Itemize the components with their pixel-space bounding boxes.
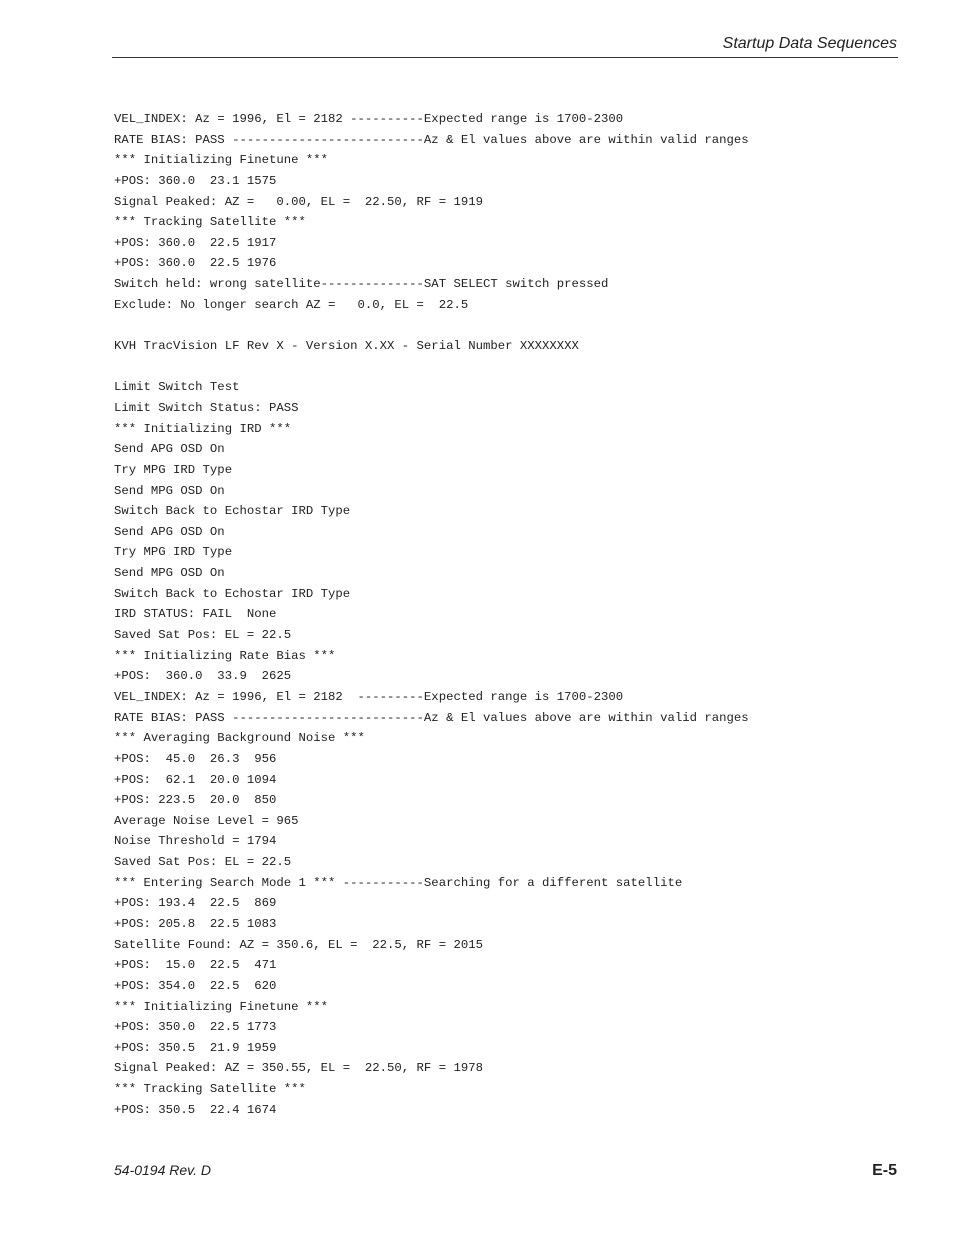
listing-line: Signal Peaked: AZ = 350.55, EL = 22.50, RF = 1978: [114, 1061, 483, 1076]
listing-line: Try MPG IRD Type: [114, 462, 233, 477]
listing-line: +POS: 360.0 22.5 1976: [114, 256, 277, 271]
listing-line: VEL_INDEX: Az = 1996, El = 2182 ----------Expected range is 1700-2300: [114, 112, 624, 126]
listing-line: Satellite Found: AZ = 350.6, EL = 22.5, RF = 2015: [114, 937, 483, 952]
listing-line: *** Averaging Background Noise ***: [114, 731, 365, 746]
listing-line: +POS: 360.0 33.9 2625: [114, 669, 292, 684]
listing-line: +POS: 205.8 22.5 1083: [114, 916, 277, 931]
listing-line: Switch Back to Echostar IRD Type: [114, 504, 351, 519]
listing-line: *** Entering Search Mode 1 *** -----------Searching for a different satellite: [114, 875, 683, 890]
listing-line: +POS: 350.5 22.4 1674: [114, 1102, 277, 1117]
listing-line: *** Initializing Finetune ***: [114, 999, 329, 1014]
header-rule: [112, 57, 898, 58]
listing-line: Saved Sat Pos: EL = 22.5: [114, 628, 292, 643]
blank-line: [114, 357, 894, 378]
listing-line: RATE BIAS: PASS --------------------------Az & El values above are within valid ranges: [114, 710, 749, 725]
listing-line: RATE BIAS: PASS --------------------------Az & El values above are within valid ranges: [114, 132, 749, 147]
listing-line: +POS: 45.0 26.3 956: [114, 751, 277, 766]
listing-line: KVH TracVision LF Rev X - Version X.XX - Serial Number XXXXXXXX: [114, 339, 579, 354]
listing-line: *** Initializing IRD ***: [114, 421, 292, 436]
listing-line: Exclude: No longer search AZ = 0.0, EL = 22.5: [114, 297, 469, 312]
listing-line: Send MPG OSD On: [114, 483, 225, 498]
page-number: E-5: [872, 1162, 897, 1179]
listing-line: Signal Peaked: AZ = 0.00, EL = 22.50, RF = 1919: [114, 194, 483, 209]
listing-line: *** Initializing Finetune ***: [114, 153, 329, 168]
listing-line: +POS: 354.0 22.5 620: [114, 978, 277, 993]
listing-line: Saved Sat Pos: EL = 22.5: [114, 855, 292, 870]
listing-line: Send APG OSD On: [114, 442, 225, 457]
listing-line: *** Initializing Rate Bias ***: [114, 648, 336, 663]
listing-line: Switch Back to Echostar IRD Type: [114, 586, 351, 601]
listing-line: *** Tracking Satellite ***: [114, 215, 306, 230]
listing-line: Switch held: wrong satellite--------------SAT SELECT switch pressed: [114, 277, 609, 292]
listing-line: *** Tracking Satellite ***: [114, 1082, 306, 1097]
listing-line: Limit Switch Test: [114, 380, 240, 395]
listing-line: +POS: 360.0 22.5 1917: [114, 235, 277, 250]
startup-data-listing: [114, 109, 894, 1120]
listing-line: +POS: 15.0 22.5 471: [114, 958, 277, 973]
listing-line: Average Noise Level = 965: [114, 813, 299, 828]
listing-line: +POS: 360.0 23.1 1575: [114, 173, 277, 188]
listing-line: +POS: 223.5 20.0 850: [114, 793, 277, 808]
document-number: 54-0194 Rev. D: [114, 1162, 212, 1178]
listing-line: +POS: 62.1 20.0 1094: [114, 772, 277, 787]
listing-line: VEL_INDEX: Az = 1996, El = 2182 ---------Expected range is 1700-2300: [114, 689, 624, 704]
listing-line: +POS: 350.5 21.9 1959: [114, 1040, 277, 1055]
listing-line: +POS: 350.0 22.5 1773: [114, 1020, 277, 1035]
listing-line: +POS: 193.4 22.5 869: [114, 896, 277, 911]
listing-line: Limit Switch Status: PASS: [114, 400, 299, 415]
listing-line: Noise Threshold = 1794: [114, 834, 277, 849]
running-header-title: Startup Data Sequences: [722, 35, 897, 52]
listing-line: Send APG OSD On: [114, 524, 225, 539]
listing-line: Send MPG OSD On: [114, 566, 225, 581]
listing-line: Try MPG IRD Type: [114, 545, 233, 560]
listing-line: IRD STATUS: FAIL None: [114, 607, 277, 622]
blank-line: [114, 315, 894, 336]
